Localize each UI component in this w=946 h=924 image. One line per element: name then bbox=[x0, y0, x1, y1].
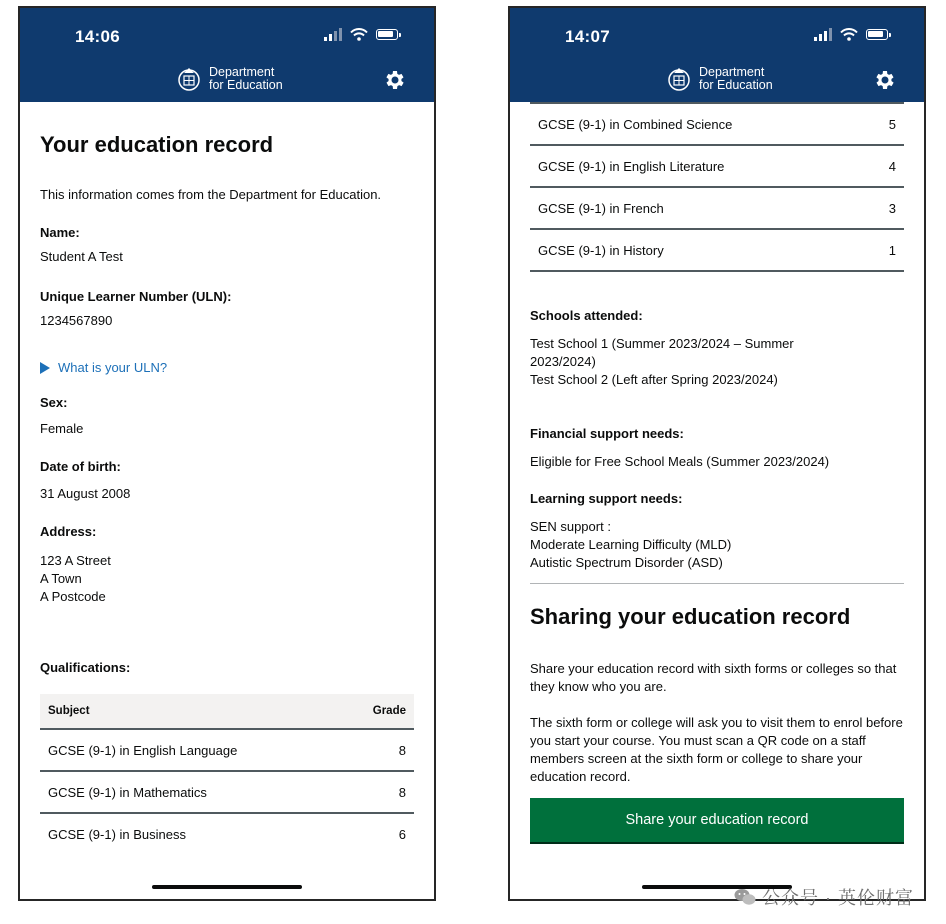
uln-link-text: What is your ULN? bbox=[58, 360, 168, 375]
subject-cell: GCSE (9-1) in Mathematics bbox=[48, 784, 207, 800]
table-row bbox=[530, 146, 904, 188]
address-line: 123 A Street bbox=[40, 553, 111, 568]
name-value: Student A Test bbox=[40, 249, 123, 264]
subject-cell: GCSE (9-1) in English Language bbox=[48, 742, 238, 758]
sharing-paragraph-1: Share your education record with sixth forms or colleges so that they know who you are. bbox=[530, 661, 897, 694]
grade-cell: 3 bbox=[888, 200, 896, 216]
record-content bbox=[530, 102, 904, 899]
signal-icon bbox=[814, 28, 832, 41]
grade-cell: 5 bbox=[888, 116, 896, 132]
table-row bbox=[530, 230, 904, 272]
learning-line: SEN support : bbox=[530, 519, 611, 534]
app-header bbox=[20, 8, 434, 102]
grade-cell: 4 bbox=[888, 158, 896, 174]
learning-line: Moderate Learning Difficulty (MLD) bbox=[530, 537, 732, 552]
logo-line-2: for Education bbox=[699, 78, 773, 92]
grade-cell: 6 bbox=[398, 826, 406, 842]
table-row bbox=[40, 730, 414, 772]
qualifications-table bbox=[530, 102, 904, 272]
grade-cell: 8 bbox=[398, 784, 406, 800]
section-divider bbox=[530, 583, 904, 584]
gear-icon[interactable] bbox=[872, 68, 896, 92]
triangle-right-icon bbox=[40, 362, 50, 374]
crest-icon bbox=[175, 65, 203, 93]
logo-line-1: Department bbox=[699, 65, 765, 79]
school-line: 2023/2024) bbox=[530, 354, 596, 369]
column-header-subject: Subject bbox=[48, 705, 90, 717]
qualifications-table bbox=[40, 694, 414, 854]
subject-cell: GCSE (9-1) in English Literature bbox=[538, 158, 725, 174]
table-header bbox=[40, 694, 414, 730]
logo-line-2: for Education bbox=[209, 78, 283, 92]
school-line: Test School 1 (Summer 2023/2024 – Summer bbox=[530, 336, 794, 351]
uln-details-toggle[interactable] bbox=[40, 359, 167, 377]
crest-icon bbox=[665, 65, 693, 93]
column-header-grade: Grade bbox=[372, 705, 406, 717]
watermark bbox=[734, 884, 914, 910]
dfe-logo bbox=[665, 65, 773, 93]
gear-icon[interactable] bbox=[382, 68, 406, 92]
sex-label: Sex: bbox=[40, 395, 68, 410]
sharing-paragraph-2: The sixth form or college will ask you to visit them to enrol before you start your course. You must scan a QR code on a staff members screen at the sixth form or college to share your education record. bbox=[530, 715, 903, 784]
page-title: Your education record bbox=[40, 132, 274, 157]
logo-line-1: Department bbox=[209, 65, 275, 79]
sex-value: Female bbox=[40, 421, 84, 436]
status-icons bbox=[324, 28, 398, 41]
address-line: A Postcode bbox=[40, 589, 106, 604]
dob-label: Date of birth: bbox=[40, 459, 121, 474]
table-row bbox=[40, 772, 414, 814]
wechat-icon bbox=[734, 888, 756, 906]
dfe-logo-text bbox=[699, 66, 773, 92]
intro-text: This information comes from the Department for Education. bbox=[40, 187, 382, 202]
battery-icon bbox=[376, 29, 398, 40]
wifi-icon bbox=[840, 28, 858, 41]
watermark-text: 公众号 · 英伦财富 bbox=[762, 888, 914, 908]
uln-value: 1234567890 bbox=[40, 313, 113, 328]
name-label: Name: bbox=[40, 225, 80, 240]
dfe-logo bbox=[175, 65, 283, 93]
table-row bbox=[530, 188, 904, 230]
sharing-title: Sharing your education record bbox=[530, 604, 851, 629]
financial-label: Financial support needs: bbox=[530, 426, 684, 441]
address-label: Address: bbox=[40, 524, 97, 539]
phone-screen-left bbox=[18, 6, 436, 901]
phone-screen-right bbox=[508, 6, 926, 901]
subject-cell: GCSE (9-1) in History bbox=[538, 242, 664, 258]
wifi-icon bbox=[350, 28, 368, 41]
financial-value: Eligible for Free School Meals (Summer 2023/2024) bbox=[530, 454, 830, 469]
address-line: A Town bbox=[40, 571, 82, 586]
grade-cell: 1 bbox=[888, 242, 896, 258]
record-content bbox=[40, 102, 414, 899]
learning-label: Learning support needs: bbox=[530, 491, 683, 506]
qualifications-label: Qualifications: bbox=[40, 660, 131, 675]
status-time: 14:06 bbox=[75, 27, 120, 46]
battery-icon bbox=[866, 29, 888, 40]
home-indicator[interactable] bbox=[152, 885, 302, 889]
dob-value: 31 August 2008 bbox=[40, 486, 131, 501]
subject-cell: GCSE (9-1) in Business bbox=[48, 826, 186, 842]
school-line: Test School 2 (Left after Spring 2023/2024) bbox=[530, 372, 778, 387]
schools-label: Schools attended: bbox=[530, 308, 643, 323]
status-icons bbox=[814, 28, 888, 41]
table-row bbox=[530, 104, 904, 146]
subject-cell: GCSE (9-1) in Combined Science bbox=[538, 116, 733, 132]
app-header bbox=[510, 8, 924, 102]
dfe-logo-text bbox=[209, 66, 283, 92]
uln-label: Unique Learner Number (ULN): bbox=[40, 289, 232, 304]
status-time: 14:07 bbox=[565, 27, 610, 46]
learning-line: Autistic Spectrum Disorder (ASD) bbox=[530, 555, 723, 570]
table-row bbox=[40, 814, 414, 854]
grade-cell: 8 bbox=[398, 742, 406, 758]
subject-cell: GCSE (9-1) in French bbox=[538, 200, 664, 216]
signal-icon bbox=[324, 28, 342, 41]
share-record-button[interactable]: Share your education record bbox=[530, 798, 904, 842]
